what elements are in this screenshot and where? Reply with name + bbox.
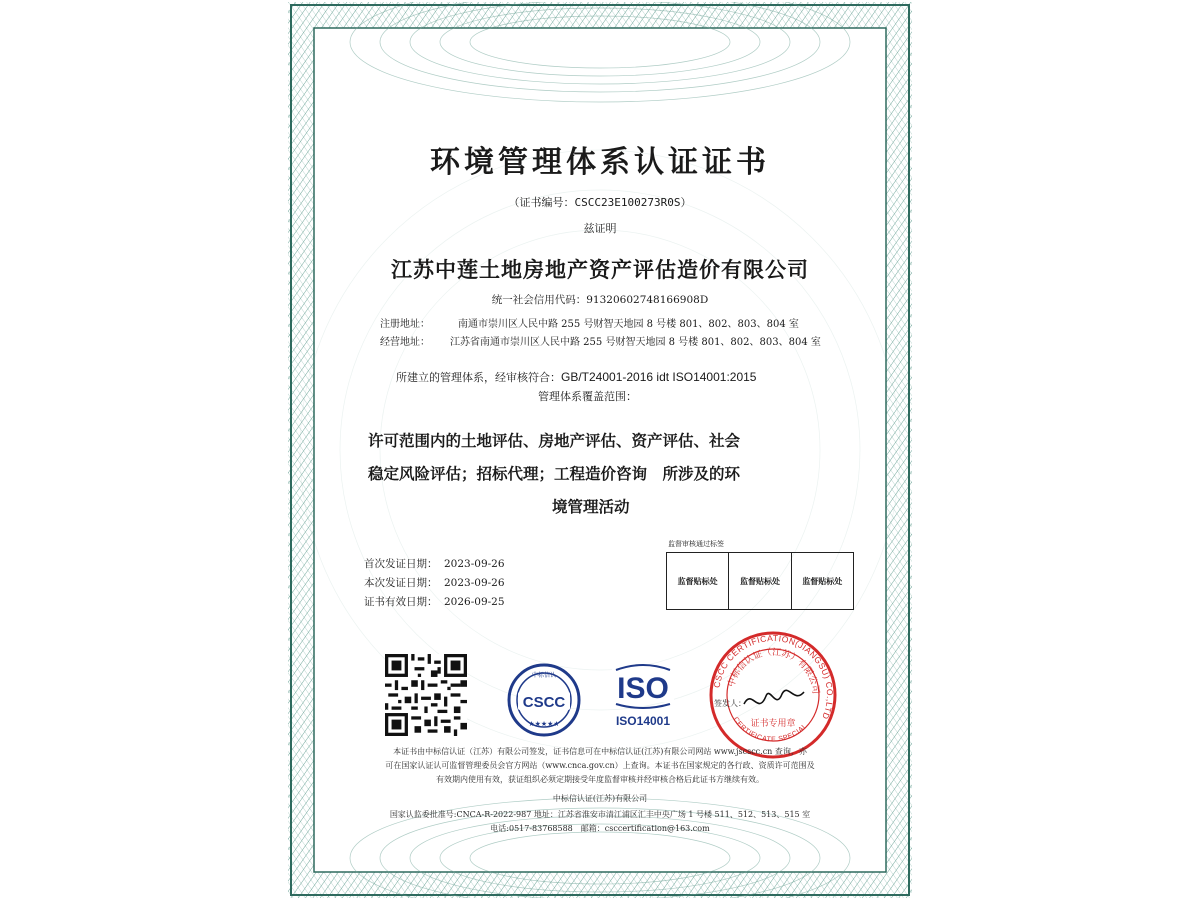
operating-address-label: 经营地址： — [380, 337, 430, 348]
standard-prefix: 所建立的管理体系，经审核符合： — [396, 371, 561, 384]
footer-line: 可在国家认证认可监督管理委员会官方网站（www.cnca.gov.cn）上查询。本证书在国家规定的各行政、资质许可范围及 — [385, 761, 815, 770]
credit-code: 统一社会信用代码：91320602748166908D — [491, 294, 709, 306]
supervision-table — [666, 552, 854, 610]
registered-address — [380, 315, 799, 330]
footer-line: 有效期内使用有效，获证组织必须定期接受年度监督审核并经审核合格后此证书方继续有效。 — [436, 775, 764, 784]
cscc-logo-icon — [506, 662, 582, 738]
signer-label: 签发人： — [714, 699, 746, 708]
scope-text — [368, 424, 832, 523]
iso-standard-text: ISO14001 — [615, 714, 671, 728]
registered-address-value: 南通市崇川区人民中路 255 号财智天地园 8 号楼 801、802、803、804 室 — [458, 319, 799, 330]
seal-bottom-en-text: CERTIFICATE SPECIAL — [731, 716, 809, 744]
valid-until-label: 证书有效日期： — [364, 596, 438, 608]
first-issue-value: 2023-09-26 — [444, 558, 505, 570]
operating-address-value: 江苏省南通市崇川区人民中路 255 号财智天地园 8 号楼 801、802、803、804 室 — [450, 337, 821, 348]
official-seal-icon — [708, 630, 838, 760]
seal-outer-text: CSCC CERTIFICATION(JIANGSU) CO.,LTD — [711, 632, 836, 722]
supervision-cell: 监督贴标处 — [729, 553, 791, 609]
scope-line: 境管理活动 — [552, 497, 630, 516]
company-name: 江苏中莲土地房地产资产评估造价有限公司 — [391, 257, 809, 282]
svg-text:★★★★★: ★★★★★ — [528, 720, 560, 728]
supervision-cell: 监督贴标处 — [667, 553, 729, 609]
certificate — [288, 2, 912, 898]
standard-line — [396, 369, 756, 385]
valid-until-date — [364, 593, 505, 612]
seal-inner-text: 中标信认证（江苏）有限公司 — [726, 647, 821, 695]
cscc-ring-text: 中标信认 — [531, 672, 557, 679]
current-issue-label: 本次发证日期： — [364, 577, 438, 589]
scope-line: 许可范围内的土地评估、房地产评估、资产评估、社会 — [368, 431, 741, 450]
qr-code-icon — [385, 654, 467, 736]
footer-issuer: 中标信认证(江苏)有限公司 — [552, 794, 648, 803]
coverage-label: 管理体系覆盖范围： — [538, 390, 637, 403]
signature-icon — [744, 690, 804, 704]
iso-logo-text: ISO — [617, 672, 669, 705]
first-issue-date — [364, 555, 505, 574]
iso-logo-icon — [608, 662, 678, 732]
current-issue-value: 2023-09-26 — [444, 577, 505, 589]
first-issue-label: 首次发证日期： — [364, 558, 438, 570]
supervision-cell: 监督贴标处 — [802, 575, 843, 586]
certificate-number: （证书编号：CSCC23E100273R0S） — [508, 196, 692, 209]
footer-address: 国家认监委批准号:CNCA-R-2022-987 地址：江苏省淮安市清江浦区汇丰中央广场 1 号楼 511、512、513、515 室 — [389, 810, 811, 819]
cscc-logo-text: CSCC — [522, 694, 566, 711]
supervision-label: 监督审核通过标签 — [668, 540, 724, 548]
current-issue-date — [364, 574, 505, 593]
valid-until-value: 2026-09-25 — [444, 596, 505, 608]
registered-address-label: 注册地址： — [380, 319, 430, 330]
scope-line: 稳定风险评估；招标代理；工程造价咨询 所涉及的环 — [368, 464, 741, 483]
operating-address — [380, 333, 821, 348]
dates-block — [364, 555, 505, 612]
seal-bottom-text: 证书专用章 — [750, 719, 796, 729]
hereby-text: 兹证明 — [583, 222, 617, 235]
footer-contact: 电话:0517-83768588 邮箱：csccertification@163.com — [490, 824, 710, 833]
certificate-title: 环境管理体系认证证书 — [430, 145, 770, 180]
standard-value: GB/T24001-2016 idt ISO14001:2015 — [561, 370, 757, 384]
footer-line: 本证书由中标信认证（江苏）有限公司签发，证书信息可在中标信认证(江苏)有限公司网站 www.jscscc.cn 查询，亦 — [393, 747, 807, 756]
